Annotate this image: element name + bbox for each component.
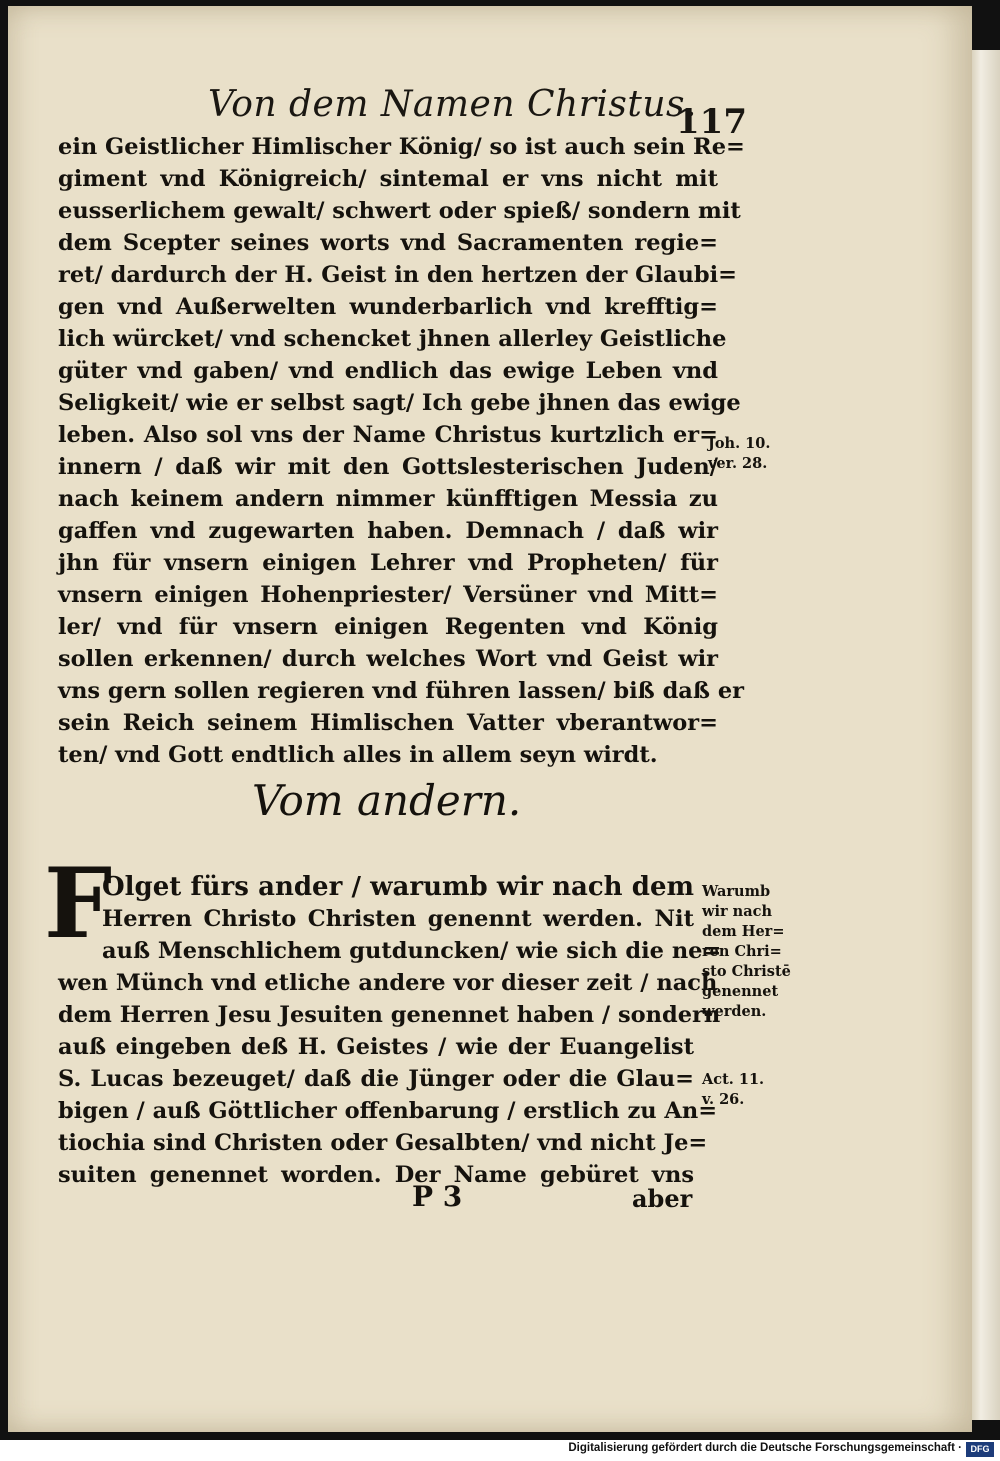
text-line: vns gern sollen regieren vnd führen lassen/ biß daß er bbox=[58, 678, 744, 704]
margin-note-joh: Joh. 10. ver. 28. bbox=[708, 435, 771, 472]
text-line: eusserlichem gewalt/ schwert oder spieß/ sondern mit bbox=[58, 198, 741, 224]
text-line: auß eingeben deß H. Geistes / wie der Euangelist bbox=[58, 1034, 694, 1060]
text-line: bigen / auß Göttlicher offenbarung / erstlich zu An= bbox=[58, 1098, 718, 1124]
text-line: dem Scepter seines worts vnd Sacramenten regie= bbox=[58, 230, 718, 256]
catchword: aber bbox=[632, 1184, 693, 1213]
page-edge bbox=[968, 50, 1000, 1420]
text-line: gaffen vnd zugewarten haben. Demnach / daß wir bbox=[58, 518, 718, 544]
text-line: auß Menschlichem gutduncken/ wie sich die ne= bbox=[102, 938, 722, 964]
text-line: dem Herren Jesu Jesuiten genennet haben / sondern bbox=[58, 1002, 721, 1028]
text-line: jhn für vnsern einigen Lehrer vnd Propheten/ für bbox=[58, 550, 718, 576]
text-line: leben. Also sol vns der Name Christus kurtzlich er= bbox=[58, 422, 718, 448]
page-number: 117 bbox=[676, 102, 747, 142]
text-line: vnsern einigen Hohenpriester/ Versüner vnd Mitt= bbox=[58, 582, 718, 608]
text-line: ret/ dardurch der H. Geist in den hertzen der Glaubi= bbox=[58, 262, 737, 288]
margin-note-act: Act. 11. v. 26. bbox=[702, 1071, 765, 1108]
footer-bar bbox=[0, 1440, 1000, 1461]
text-line: Herren Christo Christen genennt werden. Nit bbox=[102, 906, 694, 932]
text-line: tiochia sind Christen oder Gesalbten/ vnd nicht Je= bbox=[58, 1130, 708, 1156]
text-line: nach keinem andern nimmer künfftigen Messia zu bbox=[58, 486, 718, 512]
text-line: suiten genennet worden. Der Name gebüret vns bbox=[58, 1162, 694, 1188]
text-line: Seligkeit/ wie er selbst sagt/ Ich gebe jhnen das ewige bbox=[58, 390, 741, 416]
text-line: S. Lucas bezeuget/ daß die Jünger oder die Glau= bbox=[58, 1066, 694, 1092]
text-line: sein Reich seinem Himlischen Vatter vberantwor= bbox=[58, 710, 718, 736]
text-line: Olget fürs ander / warumb wir nach dem bbox=[102, 872, 694, 902]
text-line: sollen erkennen/ durch welches Wort vnd Geist wir bbox=[58, 646, 718, 672]
text-line: gen vnd Außerwelten wunderbarlich vnd krefftig= bbox=[58, 294, 718, 320]
dfg-logo-icon: DFG bbox=[966, 1442, 994, 1457]
text-line: ler/ vnd für vnsern einigen Regenten vnd König bbox=[58, 614, 718, 640]
text-line: giment vnd Königreich/ sintemal er vns nicht mit bbox=[58, 166, 718, 192]
footer-credit: Digitalisierung gefördert durch die Deutsche Forschungsgemeinschaft · bbox=[568, 1442, 962, 1454]
text-line: lich würcket/ vnd schencket jhnen allerley Geistliche bbox=[58, 326, 727, 352]
text-line: güter vnd gaben/ vnd endlich das ewige Leben vnd bbox=[58, 358, 718, 384]
drop-initial: F bbox=[44, 847, 113, 960]
text-line: innern / daß wir mit den Gottslesterischen Juden/ bbox=[58, 454, 718, 480]
text-line: ten/ vnd Gott endtlich alles in allem seyn wirdt. bbox=[58, 742, 658, 768]
section-heading: Vom andern. bbox=[252, 776, 522, 825]
book-page bbox=[8, 6, 972, 1432]
running-head: Von dem Namen Christus. bbox=[208, 84, 697, 125]
margin-note-warumb: Warumb wir nach dem Her= ren Chri= sto Christē genennet werden. bbox=[702, 883, 791, 1020]
signature-mark: P 3 bbox=[412, 1180, 463, 1213]
text-line: ein Geistlicher Himlischer König/ so ist auch sein Re= bbox=[58, 134, 745, 160]
text-line: wen Münch vnd etliche andere vor dieser zeit / nach bbox=[58, 970, 718, 996]
